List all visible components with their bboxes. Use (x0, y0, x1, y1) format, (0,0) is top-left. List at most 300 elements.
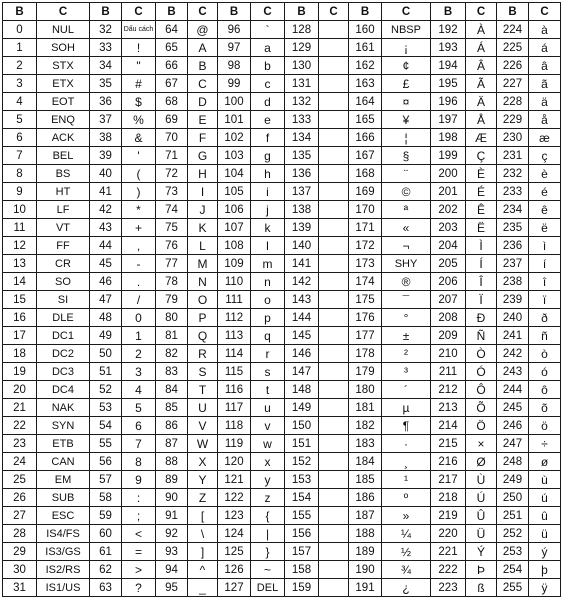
char-cell: 0 (122, 309, 156, 327)
char-cell: î (529, 273, 561, 291)
table-row (3, 255, 561, 273)
char-cell: N (188, 273, 218, 291)
column-header-char-4: C (319, 3, 349, 21)
char-cell: IS2/RS (37, 561, 90, 579)
code-cell: 197 (431, 111, 466, 129)
char-cell (319, 273, 349, 291)
table-row (3, 129, 561, 147)
char-cell: , (122, 237, 156, 255)
code-cell: 200 (431, 165, 466, 183)
table-row (3, 147, 561, 165)
char-cell (319, 471, 349, 489)
char-cell (319, 201, 349, 219)
char-cell: NBSP (382, 21, 431, 39)
code-cell: 161 (349, 39, 382, 57)
char-cell: û (529, 507, 561, 525)
code-cell: 105 (218, 183, 251, 201)
code-cell: 44 (90, 237, 122, 255)
code-cell: 196 (431, 93, 466, 111)
code-cell: 99 (218, 75, 251, 93)
char-cell: 9 (122, 471, 156, 489)
column-header-code-1: B (90, 3, 122, 21)
char-cell: Ø (466, 453, 497, 471)
code-cell: 204 (431, 237, 466, 255)
code-cell: 157 (285, 543, 319, 561)
char-cell: } (251, 543, 285, 561)
char-cell: æ (529, 129, 561, 147)
char-cell: IS4/FS (37, 525, 90, 543)
code-cell: 7 (3, 147, 37, 165)
char-cell (319, 453, 349, 471)
code-cell: 238 (497, 273, 529, 291)
char-cell: A (188, 39, 218, 57)
char-cell: W (188, 435, 218, 453)
char-cell: ê (529, 201, 561, 219)
char-cell (319, 183, 349, 201)
code-cell: 192 (431, 21, 466, 39)
char-cell: @ (188, 21, 218, 39)
char-cell (319, 345, 349, 363)
char-cell: FF (37, 237, 90, 255)
code-cell: 97 (218, 39, 251, 57)
char-cell: V (188, 417, 218, 435)
char-cell: ù (529, 471, 561, 489)
code-cell: 35 (90, 75, 122, 93)
char-cell: SUB (37, 489, 90, 507)
char-cell: * (122, 201, 156, 219)
code-cell: 152 (285, 453, 319, 471)
code-cell: 122 (218, 489, 251, 507)
char-cell: Á (466, 39, 497, 57)
char-cell: / (122, 291, 156, 309)
code-cell: 226 (497, 57, 529, 75)
code-cell: 135 (285, 147, 319, 165)
char-cell: SOH (37, 39, 90, 57)
char-cell: E (188, 111, 218, 129)
code-cell: 223 (431, 579, 466, 597)
column-header-code-3: B (218, 3, 251, 21)
code-cell: 77 (156, 255, 188, 273)
code-cell: 119 (218, 435, 251, 453)
code-cell: 150 (285, 417, 319, 435)
table-row (3, 507, 561, 525)
code-cell: 240 (497, 309, 529, 327)
char-cell: ´ (382, 381, 431, 399)
code-cell: 95 (156, 579, 188, 597)
code-cell: 37 (90, 111, 122, 129)
code-cell: 115 (218, 363, 251, 381)
code-cell: 246 (497, 417, 529, 435)
code-cell: 187 (349, 507, 382, 525)
table-row (3, 453, 561, 471)
code-cell: 104 (218, 165, 251, 183)
code-cell: 11 (3, 219, 37, 237)
code-cell: 90 (156, 489, 188, 507)
char-cell: c (251, 75, 285, 93)
code-cell: 36 (90, 93, 122, 111)
char-cell: i (251, 183, 285, 201)
code-cell: 12 (3, 237, 37, 255)
code-cell: 175 (349, 291, 382, 309)
char-cell: ~ (251, 561, 285, 579)
char-cell: ç (529, 147, 561, 165)
table-row (3, 57, 561, 75)
char-cell (319, 327, 349, 345)
char-cell: " (122, 57, 156, 75)
char-cell (319, 399, 349, 417)
code-cell: 239 (497, 291, 529, 309)
code-cell: 218 (431, 489, 466, 507)
code-cell: 73 (156, 183, 188, 201)
code-cell: 250 (497, 489, 529, 507)
table-row (3, 219, 561, 237)
char-cell: Å (466, 111, 497, 129)
code-cell: 227 (497, 75, 529, 93)
char-cell (319, 21, 349, 39)
char-cell: Ë (466, 219, 497, 237)
char-cell: - (122, 255, 156, 273)
char-cell: C (188, 75, 218, 93)
code-cell: 205 (431, 255, 466, 273)
code-cell: 149 (285, 399, 319, 417)
char-cell: e (251, 111, 285, 129)
char-cell: â (529, 57, 561, 75)
char-cell: ` (251, 21, 285, 39)
code-cell: 80 (156, 309, 188, 327)
char-cell (319, 147, 349, 165)
char-cell: ã (529, 75, 561, 93)
table-body (3, 21, 561, 597)
char-cell: J (188, 201, 218, 219)
char-cell: ¢ (382, 57, 431, 75)
code-cell: 141 (285, 255, 319, 273)
code-cell: 212 (431, 381, 466, 399)
char-cell: ° (382, 309, 431, 327)
code-cell: 98 (218, 57, 251, 75)
char-cell: h (251, 165, 285, 183)
char-cell: BEL (37, 147, 90, 165)
char-cell: y (251, 471, 285, 489)
code-cell: 236 (497, 237, 529, 255)
char-cell: £ (382, 75, 431, 93)
code-cell: 34 (90, 57, 122, 75)
code-cell: 146 (285, 345, 319, 363)
code-cell: 92 (156, 525, 188, 543)
code-cell: 169 (349, 183, 382, 201)
column-header-code-0: B (3, 3, 37, 21)
code-cell: 68 (156, 93, 188, 111)
code-cell: 53 (90, 399, 122, 417)
code-cell: 107 (218, 219, 251, 237)
char-cell (319, 291, 349, 309)
column-header-code-6: B (431, 3, 466, 21)
char-cell: D (188, 93, 218, 111)
char-cell: ë (529, 219, 561, 237)
code-cell: 156 (285, 525, 319, 543)
code-cell: 214 (431, 417, 466, 435)
code-cell: 130 (285, 57, 319, 75)
code-cell: 39 (90, 147, 122, 165)
char-cell: Y (188, 471, 218, 489)
char-cell: ß (466, 579, 497, 597)
code-cell: 27 (3, 507, 37, 525)
code-cell: 253 (497, 543, 529, 561)
code-cell: 56 (90, 453, 122, 471)
char-cell: I (188, 183, 218, 201)
char-cell: ö (529, 417, 561, 435)
code-cell: 137 (285, 183, 319, 201)
code-cell: 50 (90, 345, 122, 363)
code-cell: 145 (285, 327, 319, 345)
code-cell: 47 (90, 291, 122, 309)
char-cell: µ (382, 399, 431, 417)
char-cell: Ù (466, 471, 497, 489)
char-cell: 5 (122, 399, 156, 417)
code-cell: 83 (156, 363, 188, 381)
code-cell: 211 (431, 363, 466, 381)
char-cell: % (122, 111, 156, 129)
table-row (3, 183, 561, 201)
code-cell: 75 (156, 219, 188, 237)
code-cell: 8 (3, 165, 37, 183)
char-cell: Ã (466, 75, 497, 93)
char-cell: í (529, 255, 561, 273)
table-row (3, 471, 561, 489)
column-header-char-0: C (37, 3, 90, 21)
code-cell: 1 (3, 39, 37, 57)
code-cell: 140 (285, 237, 319, 255)
char-cell: Q (188, 327, 218, 345)
char-cell: k (251, 219, 285, 237)
char-cell: 6 (122, 417, 156, 435)
code-cell: 248 (497, 453, 529, 471)
char-cell: L (188, 237, 218, 255)
char-cell: © (382, 183, 431, 201)
code-cell: 24 (3, 453, 37, 471)
code-cell: 176 (349, 309, 382, 327)
char-cell: ) (122, 183, 156, 201)
code-cell: 184 (349, 453, 382, 471)
char-cell: DC3 (37, 363, 90, 381)
code-cell: 183 (349, 435, 382, 453)
code-cell: 14 (3, 273, 37, 291)
code-cell: 111 (218, 291, 251, 309)
code-cell: 15 (3, 291, 37, 309)
char-cell: Ê (466, 201, 497, 219)
char-cell: M (188, 255, 218, 273)
code-cell: 182 (349, 417, 382, 435)
char-cell: X (188, 453, 218, 471)
char-cell: ® (382, 273, 431, 291)
char-cell: À (466, 21, 497, 39)
char-cell: Z (188, 489, 218, 507)
code-cell: 128 (285, 21, 319, 39)
char-cell: ( (122, 165, 156, 183)
char-cell: z (251, 489, 285, 507)
char-cell: ESC (37, 507, 90, 525)
code-cell: 234 (497, 201, 529, 219)
char-cell: IS1/US (37, 579, 90, 597)
char-cell: ò (529, 345, 561, 363)
code-cell: 225 (497, 39, 529, 57)
char-cell: à (529, 21, 561, 39)
code-cell: 33 (90, 39, 122, 57)
char-cell: EOT (37, 93, 90, 111)
char-cell: ¾ (382, 561, 431, 579)
char-cell: = (122, 543, 156, 561)
char-cell (319, 489, 349, 507)
char-cell: CAN (37, 453, 90, 471)
code-cell: 133 (285, 111, 319, 129)
char-cell: # (122, 75, 156, 93)
table-row (3, 75, 561, 93)
char-cell (319, 111, 349, 129)
char-cell: Ì (466, 237, 497, 255)
code-cell: 112 (218, 309, 251, 327)
code-cell: 191 (349, 579, 382, 597)
char-cell: ª (382, 201, 431, 219)
char-cell: ¥ (382, 111, 431, 129)
code-cell: 202 (431, 201, 466, 219)
char-cell: ø (529, 453, 561, 471)
code-cell: 64 (156, 21, 188, 39)
column-header-code-5: B (349, 3, 382, 21)
code-cell: 31 (3, 579, 37, 597)
char-cell: l (251, 237, 285, 255)
code-cell: 22 (3, 417, 37, 435)
code-cell: 65 (156, 39, 188, 57)
char-cell: B (188, 57, 218, 75)
code-cell: 70 (156, 129, 188, 147)
code-cell: 127 (218, 579, 251, 597)
code-cell: 151 (285, 435, 319, 453)
code-cell: 216 (431, 453, 466, 471)
char-cell: è (529, 165, 561, 183)
code-cell: 23 (3, 435, 37, 453)
code-cell: 45 (90, 255, 122, 273)
code-cell: 79 (156, 291, 188, 309)
code-cell: 249 (497, 471, 529, 489)
char-cell: NAK (37, 399, 90, 417)
code-cell: 85 (156, 399, 188, 417)
code-cell: 82 (156, 345, 188, 363)
char-cell: U (188, 399, 218, 417)
table-row (3, 237, 561, 255)
char-cell: DC4 (37, 381, 90, 399)
code-cell: 19 (3, 363, 37, 381)
char-cell: Ö (466, 417, 497, 435)
code-cell: 129 (285, 39, 319, 57)
table-row (3, 381, 561, 399)
code-cell: 159 (285, 579, 319, 597)
table-row (3, 435, 561, 453)
char-cell (319, 507, 349, 525)
code-cell: 61 (90, 543, 122, 561)
char-cell: w (251, 435, 285, 453)
code-cell: 21 (3, 399, 37, 417)
table-header (3, 3, 561, 21)
code-cell: 155 (285, 507, 319, 525)
char-cell (319, 39, 349, 57)
char-cell: ' (122, 147, 156, 165)
char-cell: È (466, 165, 497, 183)
char-cell: Â (466, 57, 497, 75)
code-cell: 5 (3, 111, 37, 129)
table-row (3, 525, 561, 543)
char-cell: Ó (466, 363, 497, 381)
code-cell: 188 (349, 525, 382, 543)
char-cell: × (466, 435, 497, 453)
code-cell: 125 (218, 543, 251, 561)
char-cell (319, 165, 349, 183)
column-header-code-4: B (285, 3, 319, 21)
char-cell (319, 417, 349, 435)
code-cell: 126 (218, 561, 251, 579)
char-cell: H (188, 165, 218, 183)
code-cell: 198 (431, 129, 466, 147)
char-cell: Ä (466, 93, 497, 111)
code-cell: 186 (349, 489, 382, 507)
code-cell: 136 (285, 165, 319, 183)
code-cell: 110 (218, 273, 251, 291)
char-cell: | (251, 525, 285, 543)
code-cell: 96 (218, 21, 251, 39)
code-cell: 177 (349, 327, 382, 345)
char-cell: x (251, 453, 285, 471)
code-cell: 229 (497, 111, 529, 129)
char-cell: + (122, 219, 156, 237)
code-cell: 244 (497, 381, 529, 399)
table-row (3, 417, 561, 435)
char-cell: F (188, 129, 218, 147)
char-cell: SO (37, 273, 90, 291)
table-row (3, 363, 561, 381)
code-cell: 181 (349, 399, 382, 417)
column-header-code-2: B (156, 3, 188, 21)
code-cell: 49 (90, 327, 122, 345)
code-cell: 228 (497, 93, 529, 111)
code-cell: 26 (3, 489, 37, 507)
code-cell: 168 (349, 165, 382, 183)
code-cell: 87 (156, 435, 188, 453)
code-cell: 237 (497, 255, 529, 273)
char-cell (319, 57, 349, 75)
code-cell: 114 (218, 345, 251, 363)
char-cell: j (251, 201, 285, 219)
char-cell (319, 561, 349, 579)
char-cell: n (251, 273, 285, 291)
char-cell: d (251, 93, 285, 111)
code-cell: 46 (90, 273, 122, 291)
table-row (3, 399, 561, 417)
code-cell: 103 (218, 147, 251, 165)
code-cell: 243 (497, 363, 529, 381)
code-cell: 76 (156, 237, 188, 255)
code-cell: 233 (497, 183, 529, 201)
char-cell: { (251, 507, 285, 525)
code-cell: 113 (218, 327, 251, 345)
code-cell: 255 (497, 579, 529, 597)
code-cell: 62 (90, 561, 122, 579)
char-cell: Ô (466, 381, 497, 399)
char-cell: Ï (466, 291, 497, 309)
char-cell: DLE (37, 309, 90, 327)
char-cell: þ (529, 561, 561, 579)
char-cell: á (529, 39, 561, 57)
char-cell: ^ (188, 561, 218, 579)
code-cell: 144 (285, 309, 319, 327)
char-cell: SYN (37, 417, 90, 435)
